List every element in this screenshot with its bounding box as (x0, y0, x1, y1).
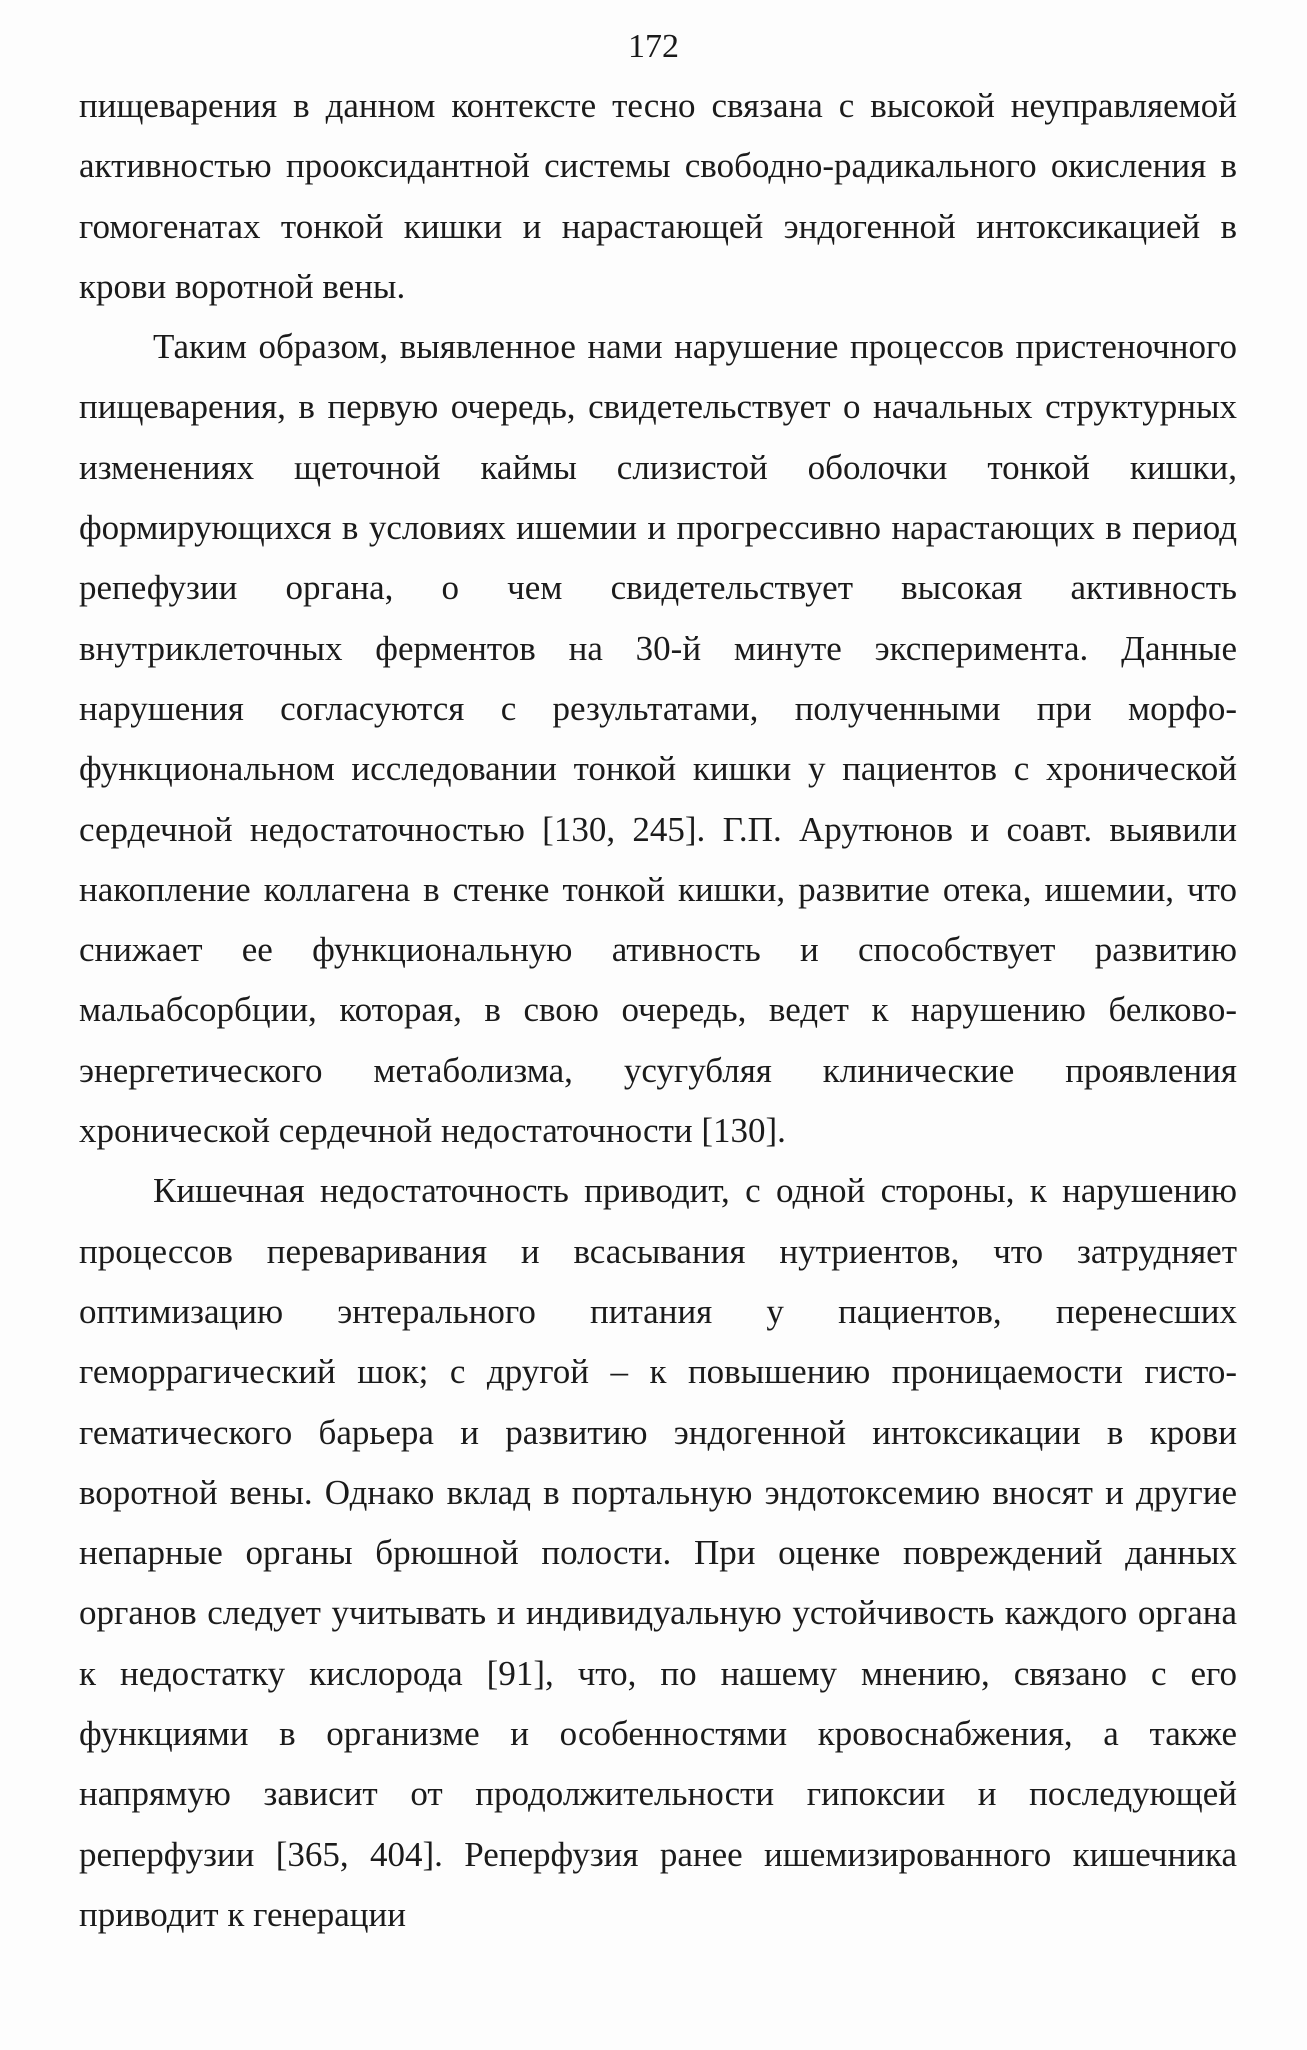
paragraph-continuation: пищеварения в данном контексте тесно связана с высокой неуправляемой активностью прооксидантной системы свободно-радикального окисления в гомогенатах тонкой кишки и нарастающей эндогенной интоксикацией в крови воротной вены. (79, 86, 1237, 306)
body-text (79, 76, 1237, 1945)
page-number: 172 (628, 28, 679, 65)
paragraph-intestinal-insufficiency: Кишечная недостаточность приводит, с одной стороны, к нарушению процессов переваривания и всасывания нутриентов, что затрудняет оптимизацию энтерального питания у пациентов, перенесших геморрагический шок; с другой – к повышению проницаемости гисто-гематического барьера и развитию эндогенной интоксикации в крови воротной вены. Однако вклад в портальную эндотоксемию вносят и другие непарные органы брюшной полости. При оценке повреждений данных органов следует учитывать и индивидуальную устойчивость каждого органа к недостатку кислорода [91], что, по нашему мнению, связано с его функциями в организме и особенностями кровоснабжения, а также напрямую зависит от продолжительности гипоксии и последующей реперфузии [365, 404]. Реперфузия ранее ишемизированного кишечника приводит к генерации (79, 1171, 1237, 1934)
paragraph-conclusion: Таким образом, выявленное нами нарушение процессов пристеночного пищеварения, в первую очередь, свидетельствует о начальных структурных изменениях щеточной каймы слизистой оболочки тонкой кишки, формирующихся в условиях ишемии и прогрессивно нарастающих в период репефузии органа, о чем свидетельствует высокая активность внутриклеточных ферментов на 30-й минуте эксперимента. Данные нарушения согласуются с результатами, полученными при морфо-функциональном исследовании тонкой кишки у пациентов с хронической сердечной недостаточностью [130, 245]. Г.П. Арутюнов и соавт. выявили накопление коллагена в стенке тонкой кишки, развитие отека, ишемии, что снижает ее функциональную ативность и способствует развитию мальабсорбции, которая, в свою очередь, ведет к нарушению белково-энергетического метаболизма, усугубляя клинические проявления хронической сердечной недостаточности [130]. (79, 327, 1237, 1151)
